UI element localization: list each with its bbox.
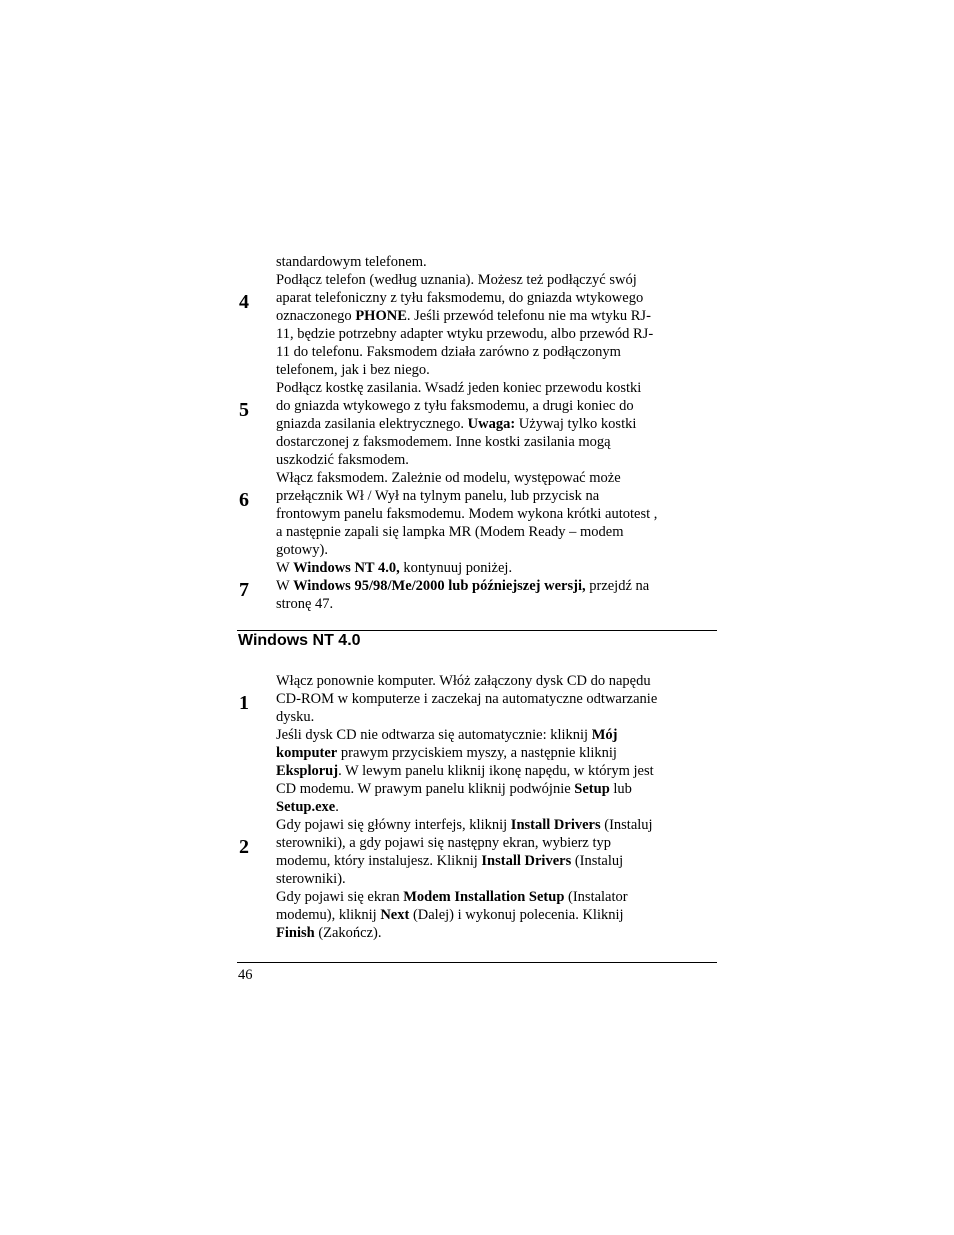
section-rule-top	[237, 630, 717, 631]
bold-term: Eksploruj	[276, 763, 339, 779]
bold-term: Setup.exe	[276, 799, 336, 815]
bold-term: Modem Installation Setup	[403, 889, 565, 905]
bold-term: Install Drivers	[481, 853, 572, 869]
step-text-line: do gniazda wtykowego z tyłu faksmodemu, a drugi koniec do	[276, 398, 634, 414]
footer-rule	[237, 962, 717, 963]
bold-term: Next	[380, 907, 410, 923]
step-text-line: dysku.	[276, 709, 315, 725]
bold-term: komputer	[276, 745, 338, 761]
step-text-line: Podłącz kostkę zasilania. Wsadź jeden koniec przewodu kostki	[276, 380, 642, 396]
bold-term: Finish	[276, 925, 315, 941]
bold-term: Windows 95/98/Me/2000 lub późniejszej wersji,	[293, 578, 586, 594]
section-heading: Windows NT 4.0	[238, 632, 361, 649]
step-text-line: uszkodzić faksmodem.	[276, 452, 409, 468]
step-text-line: komputer prawym przyciskiem myszy, a następnie kliknij	[276, 745, 617, 761]
step-text-line: Włącz ponownie komputer. Włóż załączony dysk CD do napędu	[276, 673, 651, 689]
step-number: 2	[239, 836, 249, 858]
step-text-line: sterowniki).	[276, 871, 346, 887]
step-text-line: telefonem, jak i bez niego.	[276, 362, 430, 378]
step-text-line: sterowniki), a gdy pojawi się następny ekran, wybierz typ	[276, 835, 612, 851]
intro-text: standardowym telefonem.	[276, 254, 427, 270]
step-text-line: oznaczonego PHONE. Jeśli przewód telefonu nie ma wtyku RJ-	[276, 308, 651, 324]
step-text-line: W Windows NT 4.0, kontynuuj poniżej.	[276, 560, 513, 576]
step-text-line: Podłącz telefon (według uznania). Możesz też podłączyć swój	[276, 272, 637, 288]
step-text-line: gotowy).	[276, 542, 328, 558]
bold-term: Setup	[574, 781, 610, 797]
step-text-line: frontowym panelu faksmodemu. Modem wykona krótki autotest ,	[276, 506, 658, 522]
bold-term: PHONE	[355, 308, 407, 324]
page-number: 46	[238, 967, 253, 983]
step-text-line: Eksploruj. W lewym panelu kliknij ikonę napędu, w którym jest	[276, 763, 654, 779]
step-text-line: CD modemu. W prawym panelu kliknij podwójnie Setup lub	[276, 781, 632, 797]
step-text-line: stronę 47.	[276, 596, 334, 612]
step-text-line: 11, będzie potrzebny adapter wtyku przewodu, albo przewód RJ-	[276, 326, 654, 342]
step-text-line: Włącz faksmodem. Zależnie od modelu, występować może	[276, 470, 621, 486]
step-text-line: Finish (Zakończ).	[276, 925, 382, 941]
step-number: 5	[239, 399, 249, 421]
bold-term: Mój	[591, 727, 618, 743]
step-number: 4	[239, 291, 249, 313]
step-number: 7	[239, 579, 249, 601]
bold-term: Windows NT 4.0,	[293, 560, 400, 576]
step-number: 1	[239, 692, 249, 714]
step-text-line: W Windows 95/98/Me/2000 lub późniejszej wersji, przejdź na	[276, 578, 650, 594]
step-text-line: 11 do telefonu. Faksmodem działa zarówno z podłączonym	[276, 344, 621, 360]
step-text-line: Gdy pojawi się główny interfejs, kliknij Install Drivers (Instaluj	[276, 817, 653, 833]
step-number: 6	[239, 489, 249, 511]
step-text-line: CD-ROM w komputerze i zaczekaj na automatyczne odtwarzanie	[276, 691, 658, 707]
step-text-line: Setup.exe.	[276, 799, 339, 815]
step-text-line: Jeśli dysk CD nie odtwarza się automatycznie: kliknij Mój	[276, 727, 618, 743]
step-text-line: modemu), kliknij Next (Dalej) i wykonuj polecenia. Kliknij	[276, 907, 624, 923]
step-text-line: dostarczonej z faksmodemem. Inne kostki zasilania mogą	[276, 434, 611, 450]
step-text-line: aparat telefoniczny z tyłu faksmodemu, do gniazda wtykowego	[276, 290, 644, 306]
step-text-line: gniazda zasilania elektrycznego. Uwaga: Używaj tylko kostki	[276, 416, 637, 432]
step-text-line: a następnie zapali się lampka MR (Modem Ready – modem	[276, 524, 624, 540]
bold-term: Uwaga:	[467, 416, 516, 432]
bold-term: Install Drivers	[510, 817, 601, 833]
step-text-line: Gdy pojawi się ekran Modem Installation Setup (Instalator	[276, 889, 628, 905]
step-text-line: modemu, który instalujesz. Kliknij Install Drivers (Instaluj	[276, 853, 624, 869]
step-text-line: przełącznik Wł / Wył na tylnym panelu, lub przycisk na	[276, 488, 600, 504]
